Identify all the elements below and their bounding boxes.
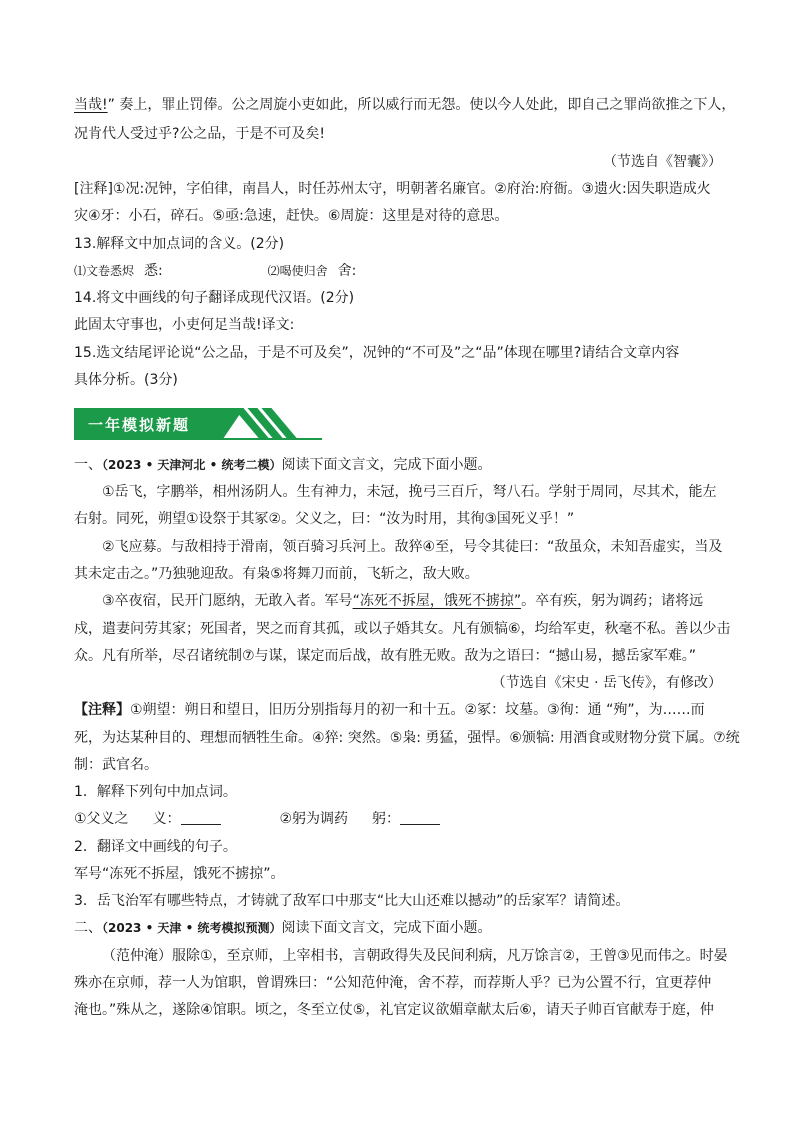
section-underline xyxy=(74,438,322,440)
question-13: 13.解释文中加点词的含义。(2分) xyxy=(74,236,285,252)
passage-line: ②飞应募。与敌相持于滑南，领百骑习兵河上。敌猝④至，号令其徒曰：“敌虽众，未知吾虚实，当及 xyxy=(102,539,723,555)
source-citation: （节选自《智囊》） xyxy=(603,154,722,170)
source-citation: （节选自《宋史 · 岳飞传》，有修改） xyxy=(491,675,722,691)
question-14-sentence: 此固太守事也，小吏何足当哉!译文: xyxy=(74,317,295,333)
question-1: 1．解释下列句中加点词。 xyxy=(74,784,237,800)
question-15-cont: 具体分析。(3分) xyxy=(74,372,178,388)
passage-line: 当哉!” 奏上，罪止罚俸。公之周旋小吏如此，所以威行而无怨。使以今人处此，即自己之罪尚欲推之下人， xyxy=(74,97,736,113)
passage-line: 况肯代人受过乎?公之品，于是不可及矣! xyxy=(74,126,326,142)
question-2: 2．翻译文中画线的句子。 xyxy=(74,839,237,855)
answer-blank[interactable] xyxy=(181,810,221,825)
passage-line: 殊亦在京师，荐一人为馆职，曾谓殊曰：“公知范仲淹，舍不荐，而荐斯人乎？已为公置不行，宜更荐仲 xyxy=(74,975,712,991)
question-3: 3．岳飞治军有哪些特点，才铸就了敌军口中那支“比大山还难以撼动”的岳家军？请简述。 xyxy=(74,893,630,909)
passage-line: 众。凡有所举，尽召诸统制⑦与谋，谋定而后战，故有胜无败。敌为之语曰：“撼山易，撼岳家军难。” xyxy=(74,648,697,664)
annotation-line: 灾④牙：小石，碎石。⑤亟:急速，赶快。⑥周旋：这里是对待的意思。 xyxy=(74,208,509,224)
underlined-sentence: “冻死不拆屋，饿死不掳掠” xyxy=(352,593,522,609)
question-2-sentence: 军号“冻死不拆屋，饿死不掳掠”。 xyxy=(74,866,285,882)
passage-line: 淹也。”殊从之，遂除④馆职。顷之，冬至立仗⑤，礼官定议欲媚章献太后⑥，请天子帅百官献寿于庭，仲 xyxy=(74,1002,714,1018)
passage-line: 其未定击之。”乃独驰迎敌。有枭⑤将舞刀而前，飞斩之，敌大败。 xyxy=(74,566,479,582)
passage-line: ③卒夜宿，民开门愿纳，无敢入者。军号“冻死不拆屋，饿死不掳掠”。卒有疾，躬为调药；诸将远 xyxy=(102,593,704,609)
passage-line: 右射。同死，朔望①设祭于其冢②。父义之，曰：“汝为时用，其徇③国死义乎！” xyxy=(74,511,575,527)
question-14: 14.将文中画线的句子翻译成现代汉语。(2分) xyxy=(74,290,355,306)
question-1-items: ①父义之 义： ②躬为调药 躬： xyxy=(74,809,724,829)
passage-line: ①岳飞，字鹏举，相州汤阴人。生有神力，未冠，挽弓三百斤，弩八石。学射于周同，尽其术，能左 xyxy=(102,484,717,500)
annotation-line: 【注释】①朔望：朔日和望日，旧历分别指每月的初一和十五。②冢：坟墓。③徇：通 “殉”，为……而 xyxy=(74,702,705,718)
annotation-line: 死，为达某种目的、理想而牺牲生命。④猝: 突然。⑤枭: 勇猛，强悍。⑥颁犒: 用酒食或财物分赏下属。⑦统 xyxy=(74,730,740,746)
question-13-items: ⑴文卷悉烬 悉: ⑵喝使归舍 舍: xyxy=(74,263,357,279)
passage-line: （范仲淹）服除①，至京师，上宰相书，言朝政得失及民间利病，凡万馀言②，王曾③见而伟之。时晏 xyxy=(102,948,728,964)
part1-heading: 一、（2023 • 天津河北 • 统考二模）阅读下面文言文，完成下面小题。 xyxy=(74,457,492,473)
question-15: 15.选文结尾评论说“公之品，于是不可及矣”，况钟的“不可及”之“品”体现在哪里?请结合文章内容 xyxy=(74,345,680,361)
passage-line: 戍，遣妻问劳其家；死国者，哭之而育其孤，或以子婚其女。凡有颁犒⑥，均给军吏，秋毫不私。善以少击 xyxy=(74,621,731,637)
annotation-line: 制：武官名。 xyxy=(74,757,158,773)
part2-heading: 二、（2023 • 天津 • 统考模拟预测）阅读下面文言文，完成下面小题。 xyxy=(74,920,492,936)
answer-blank[interactable] xyxy=(400,810,440,825)
section-banner xyxy=(74,402,324,442)
section-title: 一年模拟新题 xyxy=(88,416,191,434)
underlined-sentence-end: 当哉! xyxy=(74,97,108,113)
annotation-line: [注释]①况:况钟，字伯律，南昌人，时任苏州太守，明朝著名廉官。②府治:府衙。③遗火:因失职造成火 xyxy=(74,181,711,197)
